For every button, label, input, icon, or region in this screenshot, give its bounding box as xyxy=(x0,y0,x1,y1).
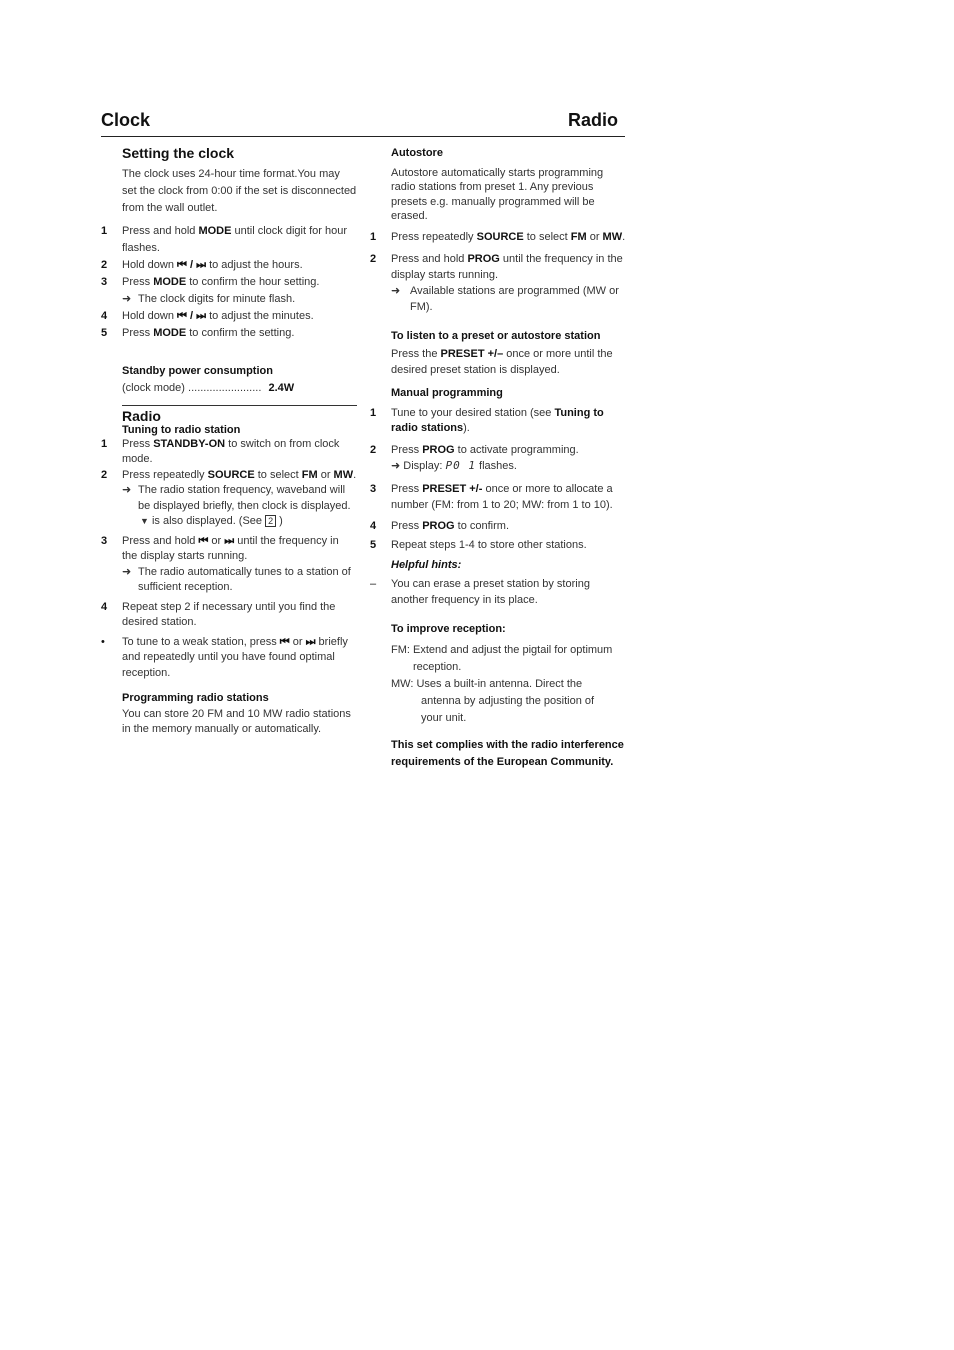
standby-value: 2.4W xyxy=(268,382,295,394)
manual-step-3: 3 Press PRESET +/- once or more to allocate a number (FM: from 1 to 20; MW: from 1 to 10). xyxy=(370,482,613,511)
listen-text: Press the PRESET +/– once or more until the desired preset station is displayed. xyxy=(391,348,613,376)
manual-step-4: 4 Press PROG to confirm. xyxy=(370,519,509,532)
compliance-note: This set complies with the radio interference requirements of the European Community. xyxy=(391,738,624,768)
manual-step-1: 1 Tune to your desired station (see Tuning to radio stations). xyxy=(370,406,604,434)
clock-step-5: 5 Press MODE to confirm the setting. xyxy=(101,326,295,339)
arrow-icon: ➜ xyxy=(122,292,132,305)
autostore-step-1: 1 Press repeatedly SOURCE to select FM or MW. xyxy=(370,230,626,243)
arrow-icon: ➜ xyxy=(391,460,401,472)
tuning-step-3: 3 Press and hold ⏮ or ⏭ until the frequency in the display starts running. ➜ The radio automatically tunes to a station of sufficient reception. xyxy=(101,534,357,596)
tuning-title: Tuning to radio station xyxy=(122,423,241,436)
next-icon: ⏭ xyxy=(305,635,316,648)
section-title-setting-clock: Setting the clock xyxy=(122,145,235,161)
hints-title: Helpful hints: xyxy=(391,558,462,571)
clock-step-3: 3 Press MODE to confirm the hour setting. ➜ The clock digits for minute flash. xyxy=(101,274,357,308)
tuning-step-1: 1 Press STANDBY-ON to switch on from clock mode. xyxy=(101,437,340,465)
prev-next-icon: ⏮ / ⏭ xyxy=(177,258,207,271)
manual-step-5: 5 Repeat steps 1-4 to store other stations. xyxy=(370,539,587,551)
programming-title: Programming radio stations xyxy=(122,692,269,704)
tuning-step-3-result: ➜ The radio automatically tunes to a station of sufficient reception. xyxy=(122,565,351,593)
autostore-text: Autostore automatically starts programming radio stations from preset 1. Any previous presets e.g. manually programmed will be erased. xyxy=(391,166,604,222)
right-column xyxy=(370,146,626,771)
fm-tip: FM: Extend and adjust the pigtail for optimum reception. xyxy=(391,643,613,673)
lcd-display-text: P0 1 xyxy=(445,459,476,472)
mw-tip: MW: Uses a built-in antenna. Direct the antenna by adjusting the position of your unit. xyxy=(391,677,595,724)
clock-step-1: 1 Press and hold MODE until clock digit for hour flashes. xyxy=(101,224,347,254)
section-title-radio: Radio xyxy=(122,407,161,424)
left-column xyxy=(101,146,357,738)
header-divider xyxy=(101,136,625,137)
tuning-step-2: 2 Press repeatedly SOURCE to select FM or MW. ➜ The radio station frequency, waveband will be displayed briefly, then clock is displayed. ▼ is also displayed. (See 2 ) xyxy=(101,468,357,530)
manual-title: Manual programming xyxy=(391,387,503,399)
page-title-radio: Radio xyxy=(568,110,619,130)
autostore-title: Autostore xyxy=(391,147,443,159)
tuning-indicator-icon: ▼ xyxy=(140,516,149,526)
page-title-clock: Clock xyxy=(101,110,151,130)
autostore-step-2: 2 Press and hold PROG until the frequency in the display starts running. ➜ Available stations are programmed (MW or FM). xyxy=(370,251,626,315)
listen-title: To listen to a preset or autostore station xyxy=(391,330,601,342)
tuning-tip: • To tune to a weak station, press ⏮ or ⏭ briefly and repeatedly until you have found optimal reception. xyxy=(101,635,348,679)
clock-intro: The clock uses 24-hour time format.You may set the clock from 0:00 if the set is disconnected from the wall outlet. xyxy=(122,167,357,214)
standby-row: (clock mode) ........................ 2.4W xyxy=(122,382,295,394)
hint-item: – You can erase a preset station by storing another frequency in its place. xyxy=(370,578,590,606)
arrow-icon: ➜ xyxy=(122,484,132,496)
autostore-step-2-result: ➜ Available stations are programmed (MW or FM). xyxy=(391,285,619,313)
section-divider xyxy=(122,405,357,406)
arrow-icon: ➜ xyxy=(391,285,401,297)
manual-step-2-result: ➜ Display: P0 1 flashes. xyxy=(391,459,517,472)
prev-icon: ⏮ xyxy=(198,534,209,547)
arrow-icon: ➜ xyxy=(122,565,132,578)
tuning-step-4: 4 Repeat step 2 if necessary until you find the desired station. xyxy=(101,600,336,628)
figure-reference: 2 xyxy=(265,515,276,527)
tuning-step-2-result: ➜ The radio station frequency, waveband will be displayed briefly, then clock is displayed. xyxy=(122,484,351,512)
manual-step-2: 2 Press PROG to activate programming. ➜ Display: P0 1 flashes. xyxy=(370,443,626,475)
clock-step-2: 2 Hold down ⏮ / ⏭ to adjust the hours. xyxy=(101,258,303,271)
standby-title: Standby power consumption xyxy=(122,364,273,377)
prev-icon: ⏮ xyxy=(279,635,290,648)
clock-step-4: 4 Hold down ⏮ / ⏭ to adjust the minutes. xyxy=(101,309,314,322)
programming-text: You can store 20 FM and 10 MW radio stations in the memory manually or automatically. xyxy=(122,707,351,735)
prev-next-icon: ⏮ / ⏭ xyxy=(177,309,207,322)
improve-title: To improve reception: xyxy=(391,623,506,635)
next-icon: ⏭ xyxy=(224,534,235,547)
tuning-step-2-note: ▼ is also displayed. (See 2 ) xyxy=(140,515,283,527)
clock-step-3-result: ➜ The clock digits for minute flash. xyxy=(122,291,357,308)
